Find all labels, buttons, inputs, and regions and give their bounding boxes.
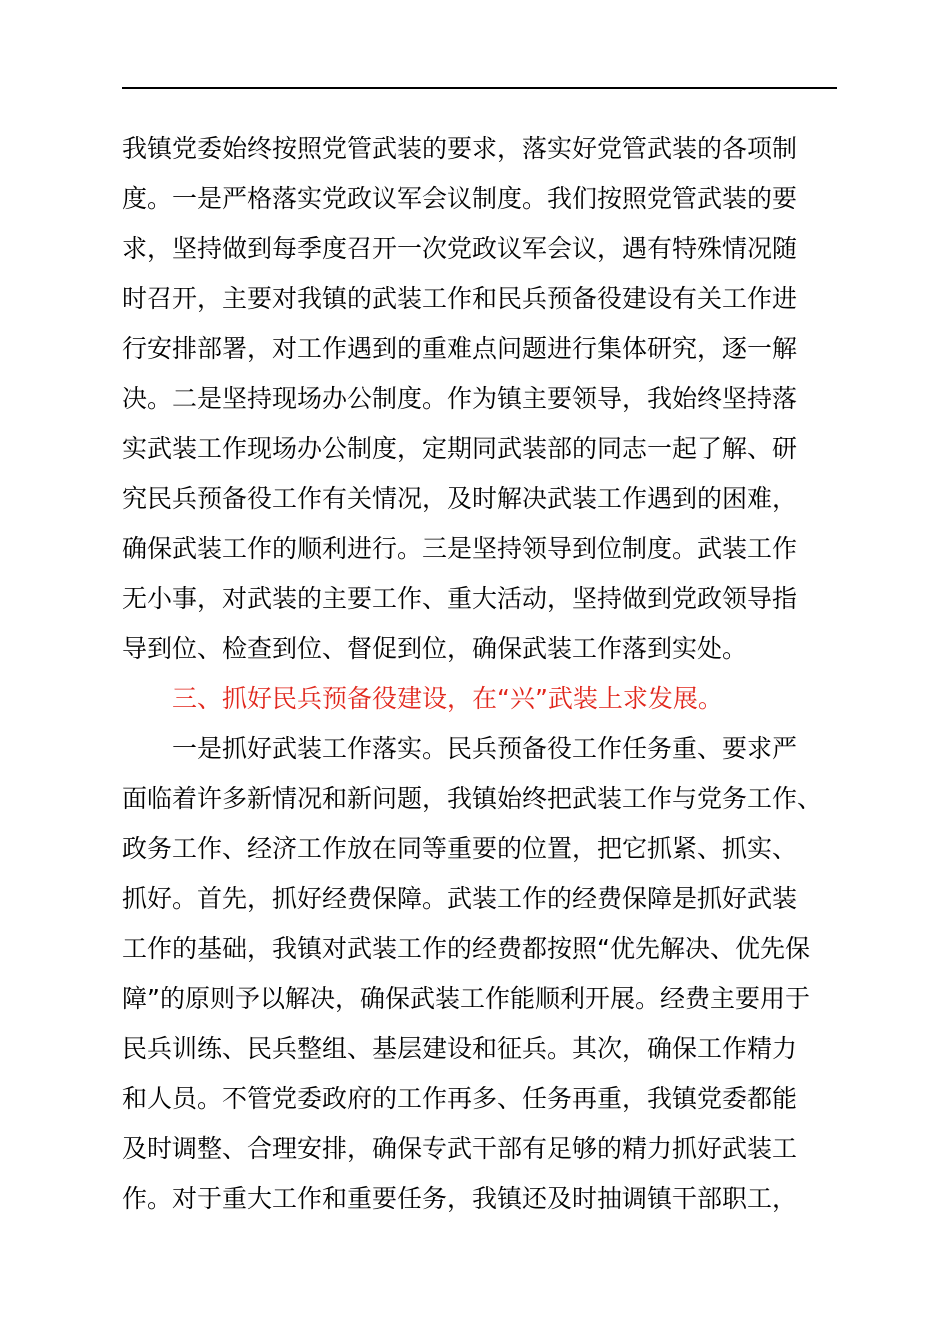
section-heading: 三、抓好民兵预备役建设，在“兴”武装上求发展。	[172, 684, 723, 713]
text-line: 决。二是坚持现场办公制度。作为镇主要领导，我始终坚持落	[122, 384, 798, 413]
text-line: 民兵训练、民兵整组、基层建设和征兵。其次，确保工作精力	[122, 1034, 798, 1063]
text-line: 我镇党委始终按照党管武装的要求，落实好党管武装的各项制	[122, 134, 798, 163]
text-line: 及时调整、合理安排，确保专武干部有足够的精力抓好武装工	[122, 1134, 798, 1163]
text-line: 一是抓好武装工作落实。民兵预备役工作任务重、要求严	[172, 734, 798, 763]
text-line: 作。对于重大工作和重要任务，我镇还及时抽调镇干部职工，	[122, 1184, 798, 1213]
text-line: 实武装工作现场办公制度，定期同武装部的同志一起了解、研	[122, 434, 798, 463]
text-line: 和人员。不管党委政府的工作再多、任务再重，我镇党委都能	[122, 1084, 798, 1113]
text-line: 时召开，主要对我镇的武装工作和民兵预备役建设有关工作进	[122, 284, 798, 313]
text-line: 障”的原则予以解决，确保武装工作能顺利开展。经费主要用于	[122, 984, 810, 1013]
text-line: 导到位、检查到位、督促到位，确保武装工作落到实处。	[122, 634, 748, 663]
text-line: 确保武装工作的顺利进行。三是坚持领导到位制度。武装工作	[122, 534, 798, 563]
text-line: 工作的基础，我镇对武装工作的经费都按照“优先解决、优先保	[122, 934, 810, 963]
text-line: 行安排部署，对工作遇到的重难点问题进行集体研究，逐一解	[122, 334, 798, 363]
paragraph-1	[122, 124, 842, 674]
text-line: 度。一是严格落实党政议军会议制度。我们按照党管武装的要	[122, 184, 798, 213]
text-line: 求，坚持做到每季度召开一次党政议军会议，遇有特殊情况随	[122, 234, 798, 263]
paragraph-2	[122, 724, 842, 1224]
text-line: 究民兵预备役工作有关情况，及时解决武装工作遇到的困难，	[122, 484, 798, 513]
text-line: 抓好。首先，抓好经费保障。武装工作的经费保障是抓好武装	[122, 884, 798, 913]
text-line: 无小事，对武装的主要工作、重大活动，坚持做到党政领导指	[122, 584, 798, 613]
text-line: 政务工作、经济工作放在同等重要的位置，把它抓紧、抓实、	[122, 834, 798, 863]
document-body	[122, 124, 842, 1224]
text-line: 面临着许多新情况和新问题，我镇始终把武装工作与党务工作、	[122, 784, 823, 813]
header-rule	[122, 87, 837, 89]
